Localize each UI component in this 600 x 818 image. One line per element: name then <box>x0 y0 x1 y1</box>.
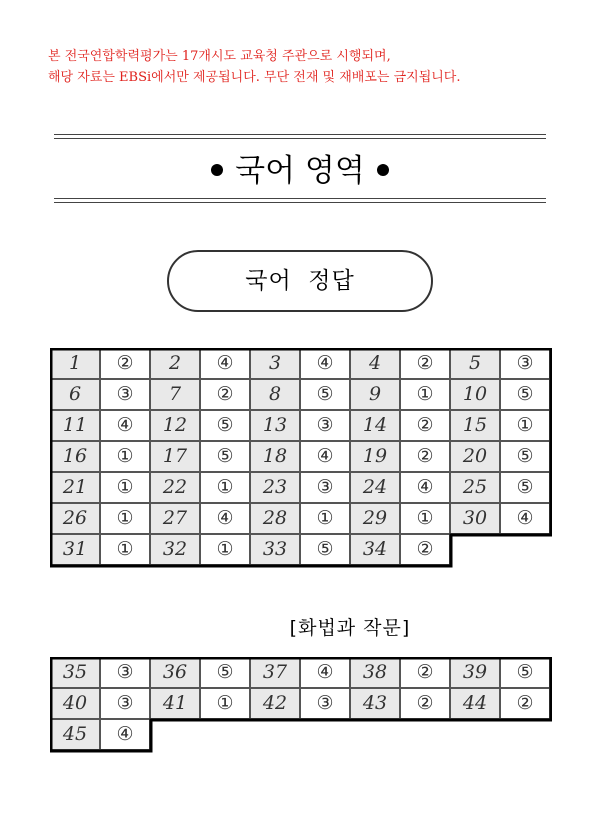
answer-mark: ② <box>500 688 550 719</box>
question-number: 24 <box>350 472 400 503</box>
question-number: 22 <box>150 472 200 503</box>
question-number: 31 <box>50 534 100 565</box>
question-number: 33 <box>250 534 300 565</box>
answer-mark: ⑤ <box>200 410 250 441</box>
question-number: 5 <box>450 348 500 379</box>
question-number: 13 <box>250 410 300 441</box>
answer-mark: ⑤ <box>500 441 550 472</box>
answer-mark: ② <box>100 348 150 379</box>
question-number: 41 <box>150 688 200 719</box>
question-number: 21 <box>50 472 100 503</box>
answer-mark: ② <box>400 534 450 565</box>
answer-mark: ① <box>100 441 150 472</box>
question-number: 10 <box>450 379 500 410</box>
question-number: 14 <box>350 410 400 441</box>
question-number: 20 <box>450 441 500 472</box>
answer-mark: ⑤ <box>200 657 250 688</box>
answer-mark: ① <box>200 688 250 719</box>
question-number: 30 <box>450 503 500 534</box>
question-number: 2 <box>150 348 200 379</box>
answer-mark: ④ <box>300 348 350 379</box>
question-number: 45 <box>50 719 100 750</box>
question-number: 6 <box>50 379 100 410</box>
answer-mark: ① <box>200 534 250 565</box>
question-number: 9 <box>350 379 400 410</box>
answer-mark: ④ <box>200 348 250 379</box>
question-number: 36 <box>150 657 200 688</box>
answer-mark: ⑤ <box>500 379 550 410</box>
answer-mark: ③ <box>300 688 350 719</box>
bullet-icon <box>211 164 223 176</box>
elective-title: [화법과 작문] <box>289 617 411 639</box>
answer-mark: ⑤ <box>500 657 550 688</box>
question-number: 18 <box>250 441 300 472</box>
answer-mark: ② <box>400 410 450 441</box>
question-number: 7 <box>150 379 200 410</box>
question-number: 39 <box>450 657 500 688</box>
answer-mark: ① <box>100 503 150 534</box>
answer-mark: ④ <box>100 410 150 441</box>
answer-mark: ⑤ <box>500 472 550 503</box>
question-number: 4 <box>350 348 400 379</box>
question-number: 23 <box>250 472 300 503</box>
question-number: 12 <box>150 410 200 441</box>
question-number: 32 <box>150 534 200 565</box>
answer-mark: ② <box>200 379 250 410</box>
question-number: 38 <box>350 657 400 688</box>
answer-mark: ① <box>300 503 350 534</box>
answer-mark: ③ <box>100 379 150 410</box>
answer-mark: ① <box>100 534 150 565</box>
answer-label-box <box>167 250 433 312</box>
bullet-icon <box>377 164 389 176</box>
question-number: 25 <box>450 472 500 503</box>
notice-line-2: 해당 자료는 EBSi에서만 제공됩니다. 무단 전재 및 재배포는 금지됩니다. <box>48 70 461 85</box>
answer-mark: ① <box>400 379 450 410</box>
answer-mark: ④ <box>300 657 350 688</box>
question-number: 1 <box>50 348 100 379</box>
answer-mark: ① <box>200 472 250 503</box>
question-number: 8 <box>250 379 300 410</box>
answer-mark: ④ <box>500 503 550 534</box>
question-number: 29 <box>350 503 400 534</box>
answer-mark: ② <box>400 441 450 472</box>
notice-line-1: 본 전국연합학력평가는 17개시도 교육청 주관으로 시행되며, <box>48 49 391 64</box>
answer-mark: ① <box>100 472 150 503</box>
page-title-text: 국어 영역 <box>235 153 365 189</box>
notice <box>48 46 568 88</box>
answer-mark: ② <box>400 657 450 688</box>
question-number: 27 <box>150 503 200 534</box>
question-number: 17 <box>150 441 200 472</box>
question-number: 15 <box>450 410 500 441</box>
answer-mark: ③ <box>500 348 550 379</box>
answer-mark: ③ <box>100 657 150 688</box>
question-number: 43 <box>350 688 400 719</box>
question-number: 28 <box>250 503 300 534</box>
answer-mark: ④ <box>300 441 350 472</box>
question-number: 40 <box>50 688 100 719</box>
answer-mark: ④ <box>200 503 250 534</box>
answer-mark: ① <box>400 503 450 534</box>
answer-mark: ③ <box>300 472 350 503</box>
title-top-rule <box>54 134 546 139</box>
question-number: 3 <box>250 348 300 379</box>
question-number: 19 <box>350 441 400 472</box>
answer-mark: ② <box>400 348 450 379</box>
page-title <box>54 146 546 196</box>
question-number: 44 <box>450 688 500 719</box>
answer-mark: ② <box>400 688 450 719</box>
answer-mark: ③ <box>300 410 350 441</box>
question-number: 26 <box>50 503 100 534</box>
question-number: 16 <box>50 441 100 472</box>
answer-mark: ⑤ <box>200 441 250 472</box>
answer-label: 국어 정답 <box>245 268 355 294</box>
question-number: 11 <box>50 410 100 441</box>
answer-mark: ④ <box>400 472 450 503</box>
title-bottom-rule <box>54 198 546 203</box>
question-number: 37 <box>250 657 300 688</box>
answer-mark: ③ <box>100 688 150 719</box>
answer-mark: ④ <box>100 719 150 750</box>
answer-mark: ⑤ <box>300 379 350 410</box>
question-number: 35 <box>50 657 100 688</box>
question-number: 42 <box>250 688 300 719</box>
answer-mark: ① <box>500 410 550 441</box>
answer-mark: ⑤ <box>300 534 350 565</box>
question-number: 34 <box>350 534 400 565</box>
